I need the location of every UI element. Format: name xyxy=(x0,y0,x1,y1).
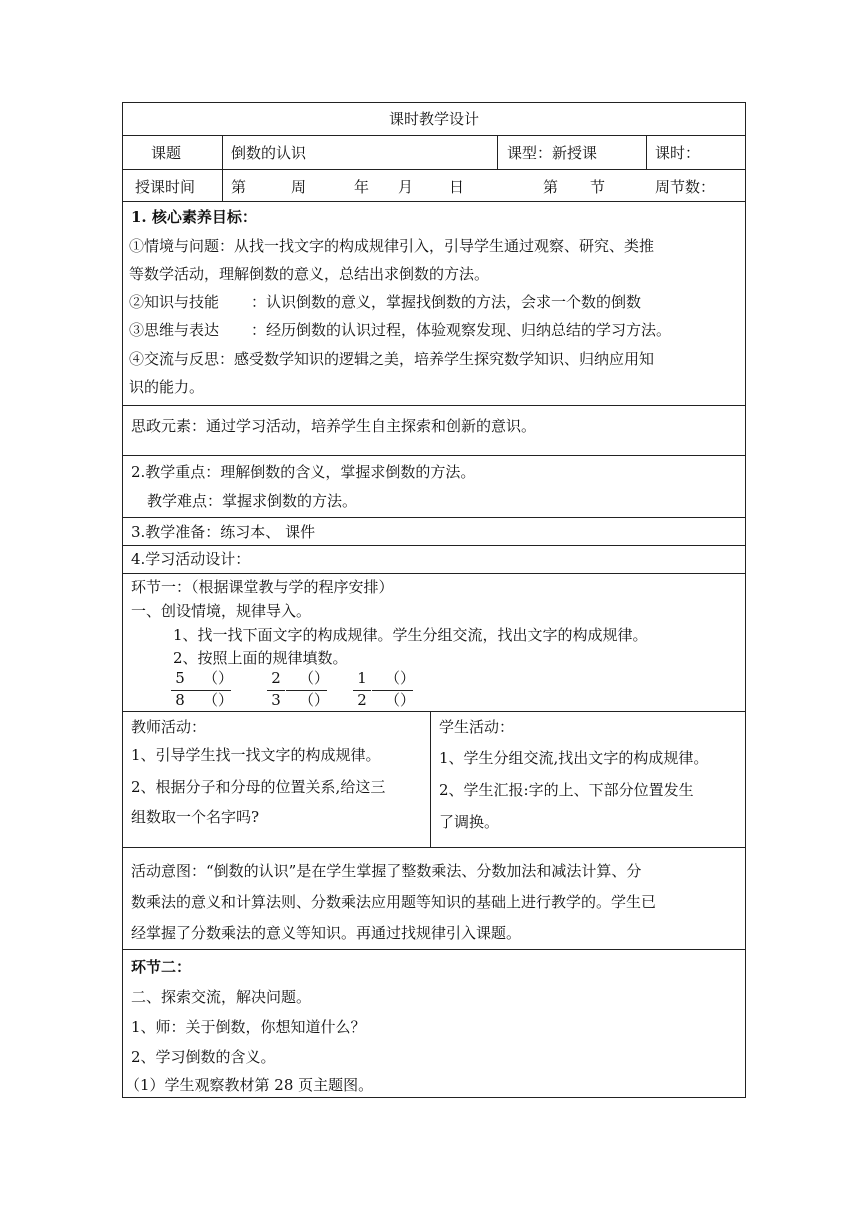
row-divider xyxy=(123,169,745,170)
intent-line: 数乘法的意义和计算法则、分数乘法应用题等知识的基础上进行教学的。学生已 xyxy=(131,893,657,911)
prep-text: 3.教学准备：练习本、 课件 xyxy=(131,523,316,541)
topic-label: 课题 xyxy=(151,144,182,162)
goals-title: 1. 核心素养目标： xyxy=(131,208,257,226)
col-divider xyxy=(222,135,223,201)
page-title: 课时教学设计 xyxy=(388,110,479,128)
student-title: 学生活动： xyxy=(439,718,515,736)
goals-line: ①情境与问题：从找一找文字的构成规律引入，引导学生通过观察、研究、类推 xyxy=(129,237,655,255)
row-divider xyxy=(123,545,745,546)
time-month: 月 xyxy=(398,178,414,196)
intent-line: 活动意图：“倒数的认识”是在学生掌握了整数乘法、分数加法和减法计算、分 xyxy=(131,862,642,880)
col-divider xyxy=(646,135,647,169)
goals-line: ④交流与反思：感受数学知识的逻辑之美，培养学生探究数学知识、归纳应用知 xyxy=(129,350,655,368)
lesson-hours: 课时： xyxy=(655,144,701,162)
blank-numerator: （） xyxy=(385,669,416,687)
goals-line: ：经历倒数的认识过程，体验观察发现、归纳总结的学习方法。 xyxy=(251,321,672,339)
row-divider xyxy=(123,949,745,950)
section2-line: 1、师：关于倒数，你想知道什么？ xyxy=(131,1018,366,1036)
fraction-denominator: 3 xyxy=(271,691,281,709)
intent-line: 经掌握了分数乘法的意义等知识。再通过找规律引入课题。 xyxy=(131,924,522,942)
goals-line: ③思维与表达 xyxy=(129,321,220,339)
lesson-type: 课型：新授课 xyxy=(507,144,598,162)
ideology-text: 思政元素：通过学习活动，培养学生自主探索和创新的意识。 xyxy=(131,417,537,435)
row-divider xyxy=(123,135,745,136)
keypoint-line: 2.教学重点：理解倒数的含义，掌握求倒数的方法。 xyxy=(131,463,476,481)
student-line: 2、学生汇报:字的上、下部分位置发生 xyxy=(439,781,694,799)
goals-line: 识的能力。 xyxy=(129,378,205,396)
row-divider xyxy=(123,517,745,518)
row-divider xyxy=(123,455,745,456)
section1-line: 2、按照上面的规律填数。 xyxy=(173,649,348,667)
time-year: 年 xyxy=(354,178,370,196)
fraction-numerator: 1 xyxy=(357,669,367,687)
week-count: 周节数： xyxy=(655,178,716,196)
time-section: 节 xyxy=(590,178,606,196)
goals-line: ②知识与技能 xyxy=(129,293,220,311)
difficulty-line: 教学难点：掌握求倒数的方法。 xyxy=(147,492,358,510)
section1-line: 一、创设情境，规律导入。 xyxy=(131,602,312,620)
topic-value: 倒数的认识 xyxy=(231,144,307,162)
lesson-plan-table xyxy=(122,102,746,1098)
teacher-title: 教师活动： xyxy=(131,718,207,736)
col-divider xyxy=(497,135,498,169)
row-divider xyxy=(123,201,745,202)
row-divider xyxy=(123,847,745,848)
blank-numerator: （） xyxy=(299,669,330,687)
section1-line: 环节一：（根据课堂教与学的程序安排） xyxy=(131,578,394,596)
section2-line: 二、探索交流，解决问题。 xyxy=(131,988,312,1006)
student-line: 了调换。 xyxy=(439,813,500,831)
section1-line: 1、找一找下面文字的构成规律。学生分组交流，找出文字的构成规律。 xyxy=(173,626,648,644)
row-divider xyxy=(123,711,745,712)
time-label: 授课时间 xyxy=(135,178,196,196)
section2-line: 2、学习倒数的含义。 xyxy=(131,1048,276,1066)
blank-numerator: （） xyxy=(203,669,234,687)
teacher-line: 2、根据分子和分母的位置关系,给这三 xyxy=(131,778,386,796)
blank-denominator: （） xyxy=(385,691,416,709)
fraction-denominator: 2 xyxy=(357,691,367,709)
row-divider xyxy=(123,405,745,406)
time-di: 第 xyxy=(231,178,247,196)
teacher-line: 1、引导学生找一找文字的构成规律。 xyxy=(131,746,381,764)
fraction-numerator: 5 xyxy=(175,669,185,687)
time-di2: 第 xyxy=(543,178,559,196)
time-week: 周 xyxy=(291,178,307,196)
student-line: 1、学生分组交流,找出文字的构成规律。 xyxy=(439,749,709,767)
goals-line: 等数学活动，理解倒数的意义，总结出求倒数的方法。 xyxy=(129,265,490,283)
time-day: 日 xyxy=(449,178,465,196)
goals-line: ：认识倒数的意义，掌握找倒数的方法，会求一个数的倒数 xyxy=(251,293,642,311)
section2-line: （1）学生观察教材第 28 页主题图。 xyxy=(125,1076,374,1094)
fraction-denominator: 8 xyxy=(175,691,185,709)
fraction-numerator: 2 xyxy=(271,669,281,687)
teacher-line: 组数取一个名字吗? xyxy=(131,808,260,826)
row-divider xyxy=(123,573,745,574)
blank-denominator: （） xyxy=(299,691,330,709)
section2-title: 环节二： xyxy=(131,958,192,976)
blank-denominator: （） xyxy=(203,691,234,709)
col-divider xyxy=(430,711,431,847)
design-text: 4.学习活动设计： xyxy=(131,550,251,568)
